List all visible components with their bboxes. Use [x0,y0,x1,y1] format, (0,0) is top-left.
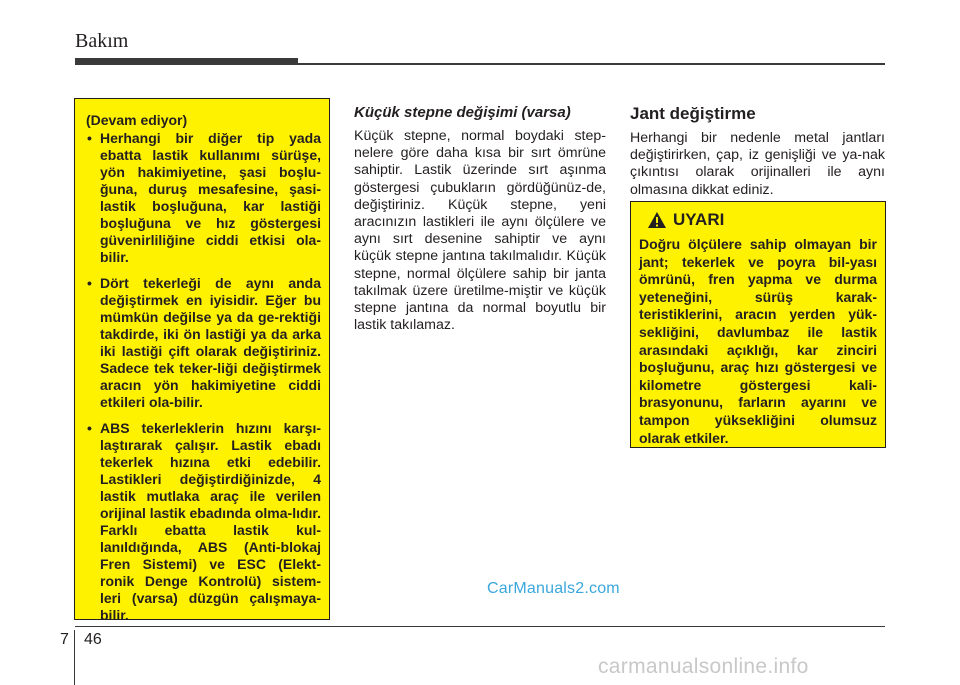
wheel-change-body: Herhangi bir nedenle metal jantları değiştirirken, çap, iz genişliği ve ya-nak çıkıntısı olarak orijinalleri ile aynı olmasına dikkat ediniz. [630,130,885,198]
bullet-icon: • [87,275,92,291]
warning-box [630,201,886,448]
header-bar-thick [75,58,298,65]
warning-body: Doğru ölçülere sahip olmayan bir jant; tekerlek ve poyra bil-yası ömrünü, fren yapma ve durma yeteneğini, sürüş karak-teristiklerini, aracın yerden yük-sekliğini, davlumbaz ile lastik arasındaki açıklığı, kar zinciri boşluğunu, araç hızı göstergesi ve kilometre göstergesi kali-brasyonunu, farların ayarını ve tampon yüksekliğini olumsuz olarak etkiler. [639,236,877,446]
note-item-text: Dört tekerleği de aynı anda değiştirmek en iyisidir. Eğer bu mümkün değilse ya da ge-rektiği takdirde, iki ön lastiği ya da arka iki lastiği çift olarak değiştiriniz. Sadece tek teker-liği değiştirmek aracın yön hakimiyetine ciddi etkileri ola-bilir. [100,275,321,410]
note-item [86,130,321,266]
chapter-number: 7 [60,631,69,648]
continued-note-box [74,98,330,623]
note-item-text: Herhangi bir diğer tip yada ebatta lastik kullanımı sürüşe, yön hakimiyetine, şasi boşlu-ğuna, duruş mesafesine, şasi-lastik boşluğuna, kar lastiği boşluğuna ve hız göstergesi güvenirliliğine ciddi etkisi ola-bilir. [100,130,321,265]
note-item [86,275,321,411]
bullet-icon: • [87,130,92,146]
note-item-text: ABS tekerleklerin hızını karşı-laştırarak çalışır. Lastik ebadı tekerlek hızına etki edebilir. Lastikleri değiştirdiğinizde, 4 lastik mutlaka araç ile verilen orijinal lastik ebadında olma-lıdır. Farklı ebatta lastik kul-lanıldığında, ABS (Anti-blokaj Fren Sistemi) ve ESC (Elekt-ronik Denge Kontrolü) sistem-leri (varsa) düzgün çalışmaya-bilir. [100,420,321,623]
site-watermark: carmanualsonline.info [598,655,809,678]
page-divider [74,630,75,685]
continued-label: (Devam ediyor) [86,112,188,128]
header-bar-thin [298,63,885,65]
note-item [86,420,321,624]
note-list [86,130,321,624]
warning-header [639,210,877,230]
warning-triangle-icon [647,211,667,229]
warning-title: UYARI [673,210,725,229]
page-header-title: Bakım [75,30,129,52]
bullet-icon: • [87,420,92,436]
spare-tire-heading: Küçük stepne değişimi (varsa) [354,104,571,121]
wheel-change-heading: Jant değiştirme [630,104,756,123]
page-number: 46 [84,631,102,648]
spare-tire-body: Küçük stepne, normal boydaki step-nelere göre daha kısa bir sırt ömrüne sahiptir. Lastik üzerinde sırt aşınma göstergesi çubukların gördüğünüz-de, değiştiriniz. Küçük stepne, yeni aracınızın lastikleri ile aynı ölçülere ve aynı sırt desenine sahiptir ve aynı küçük stepne jantına takılmalıdır. Küçük stepne, normal ölçülere sahip bir janta takılmak üzere üretilme-miştir ve küçük stepne jantına da normal boyutlu bir lastik takılamaz. [354,128,606,334]
carmanuals-watermark: CarManuals2.com [487,580,620,597]
footer-line [75,626,885,627]
